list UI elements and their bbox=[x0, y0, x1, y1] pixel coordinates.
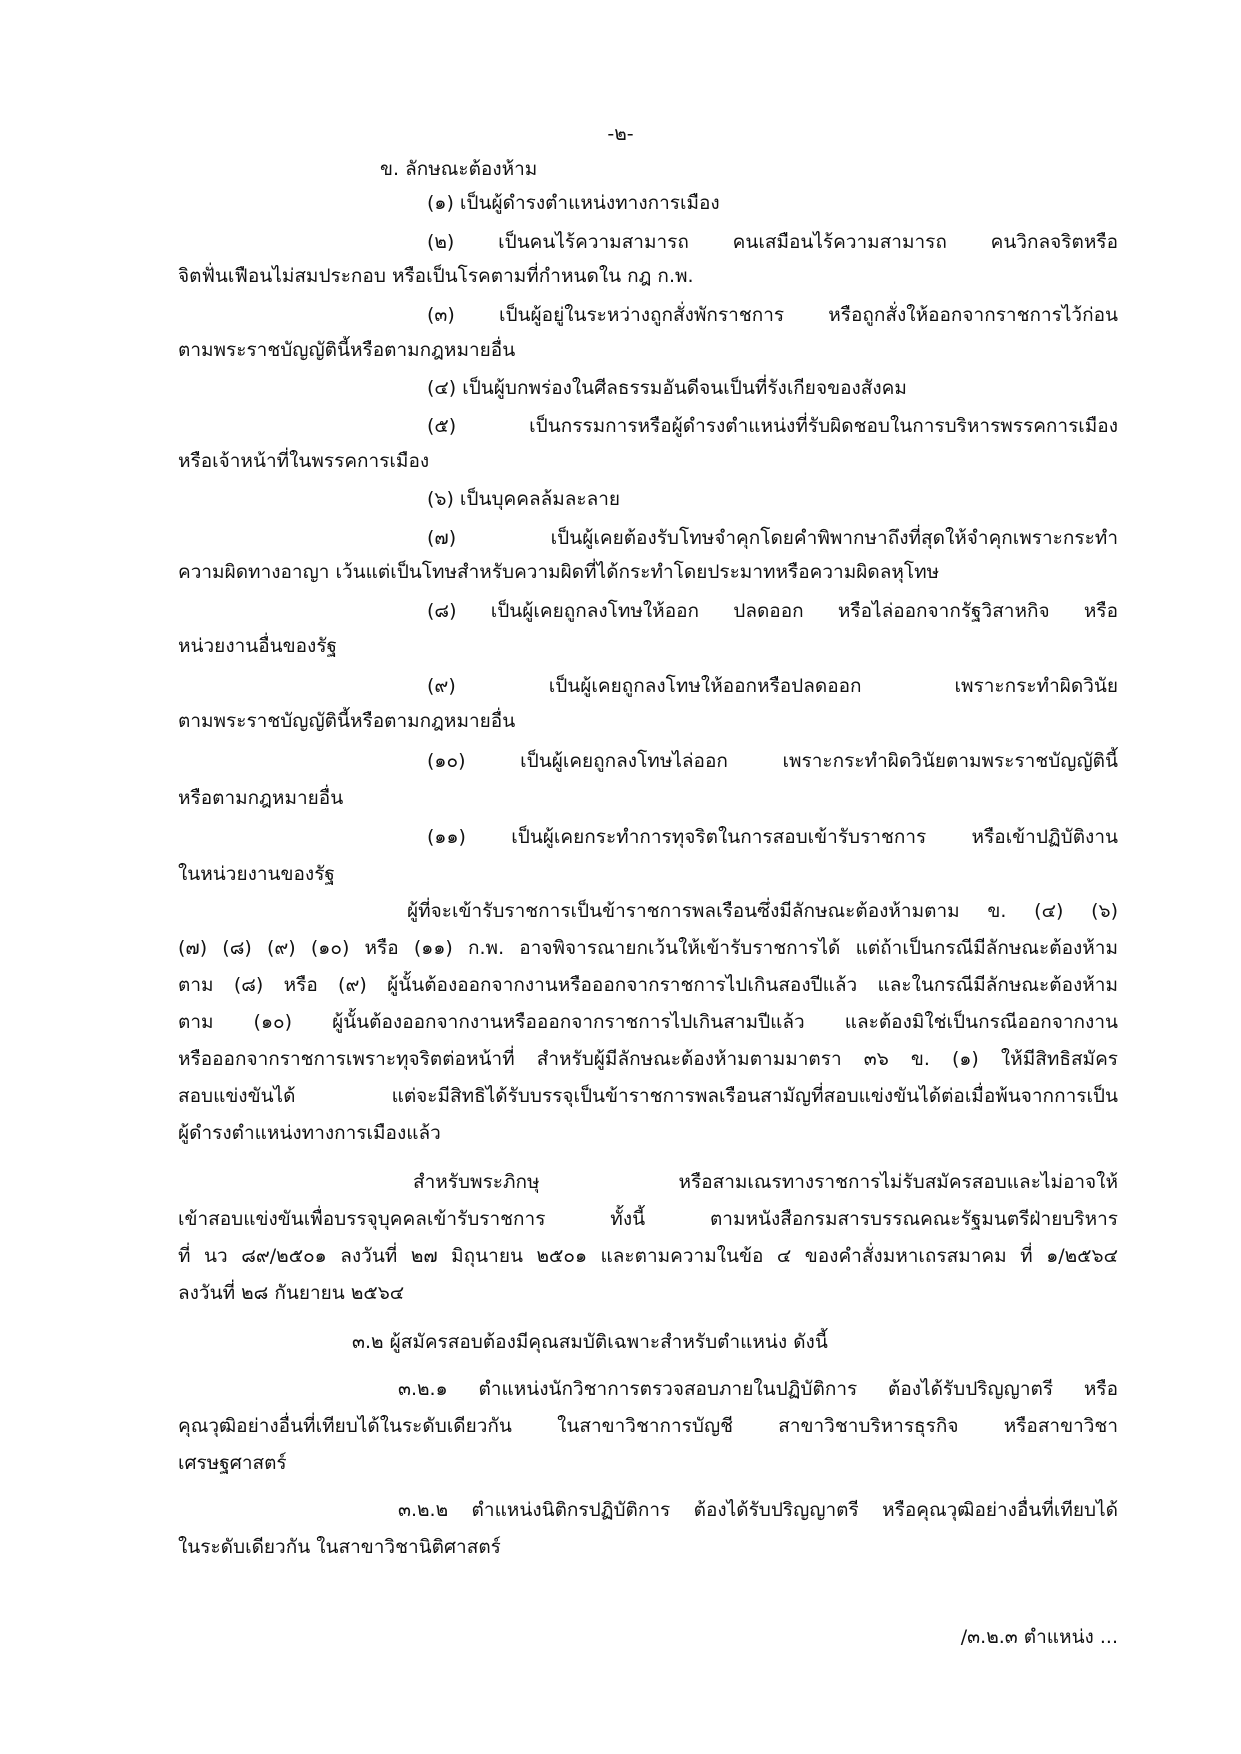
item-11-continuation: ในหน่วยงานของรัฐ bbox=[178, 863, 335, 885]
exemption-paragraph-line-7: ผู้ดำรงตำแหน่งทางการเมืองแล้ว bbox=[178, 1122, 441, 1144]
item-5-continuation: หรือเจ้าหน้าที่ในพรรคการเมือง bbox=[178, 450, 430, 472]
item-7-first-line: (๗) เป็นผู้เคยต้องรับโทษจำคุกโดยคำพิพากษาถึงที่สุดให้จำคุกเพราะกระทำ bbox=[427, 527, 1118, 549]
item-1-first-line: (๑) เป็นผู้ดำรงตำแหน่งทางการเมือง bbox=[427, 192, 720, 214]
item-6-first-line: (๖) เป็นบุคคลล้มละลาย bbox=[427, 488, 621, 510]
monk-paragraph-line-3: ที่ นว ๘๙/๒๕๐๑ ลงวันที่ ๒๗ มิถุนายน ๒๕๐๑ และตามความในข้อ ๔ ของคำสั่งมหาเถรสมาคม ที่ ๑/๒๕๖๔ bbox=[178, 1245, 1118, 1267]
item-11-first-line: (๑๑) เป็นผู้เคยกระทำการทุจริตในการสอบเข้ารับราชการ หรือเข้าปฏิบัติงาน bbox=[427, 826, 1118, 848]
item-7-continuation: ความผิดทางอาญา เว้นแต่เป็นโทษสำหรับความผิดที่ได้กระทำโดยประมาทหรือความผิดลหุโทษ bbox=[178, 561, 940, 583]
item-10-continuation: หรือตามกฎหมายอื่น bbox=[178, 787, 344, 809]
item-8-continuation: หน่วยงานอื่นของรัฐ bbox=[178, 635, 338, 657]
section-3-2-2-line-1: ๓.๒.๒ ตำแหน่งนิติกรปฏิบัติการ ต้องได้รับปริญญาตรี หรือคุณวุฒิอย่างอื่นที่เทียบได้ bbox=[398, 1499, 1118, 1521]
monk-paragraph-line-4: ลงวันที่ ๒๘ กันยายน ๒๕๖๔ bbox=[178, 1282, 405, 1304]
exemption-paragraph-line-6: สอบแข่งขันได้ แต่จะมีสิทธิได้รับบรรจุเป็นข้าราชการพลเรือนสามัญที่สอบแข่งขันได้ต่อเมื่อพ้นจากการเป็น bbox=[178, 1085, 1118, 1107]
monk-paragraph-line-2: เข้าสอบแข่งขันเพื่อบรรจุบุคคลเข้ารับราชการ ทั้งนี้ ตามหนังสือกรมสารบรรณคณะรัฐมนตรีฝ่ายบริหาร bbox=[178, 1208, 1118, 1230]
exemption-paragraph-line-5: หรือออกจากราชการเพราะทุจริตต่อหน้าที่ สำหรับผู้มีลักษณะต้องห้ามตามมาตรา ๓๖ ข. (๑) ให้มีสิทธิสมัคร bbox=[178, 1048, 1118, 1070]
section-3-2-1-line-1: ๓.๒.๑ ตำแหน่งนักวิชาการตรวจสอบภายในปฏิบัติการ ต้องได้รับปริญญาตรี หรือ bbox=[398, 1378, 1118, 1400]
item-9-continuation: ตามพระราชบัญญัตินี้หรือตามกฎหมายอื่น bbox=[178, 710, 516, 732]
section-3-2-2-line-2: ในระดับเดียวกัน ในสาขาวิชานิติศาสตร์ bbox=[178, 1536, 501, 1558]
monk-paragraph-line-1: สำหรับพระภิกษุ หรือสามเณรทางราชการไม่รับสมัครสอบและไม่อาจให้ bbox=[413, 1171, 1118, 1193]
item-4-first-line: (๔) เป็นผู้บกพร่องในศีลธรรมอันดีจนเป็นที่รังเกียจของสังคม bbox=[427, 377, 907, 399]
continuation-footer: /๓.๒.๓ ตำแหน่ง ... bbox=[960, 1626, 1118, 1648]
exemption-paragraph-line-3: ตาม (๘) หรือ (๙) ผู้นั้นต้องออกจากงานหรือออกจากราชการไปเกินสองปีแล้ว และในกรณีมีลักษณะต้องห้าม bbox=[178, 974, 1118, 996]
exemption-paragraph-line-2: (๗) (๘) (๙) (๑๐) หรือ (๑๑) ก.พ. อาจพิจารณายกเว้นให้เข้ารับราชการได้ แต่ถ้าเป็นกรณีมีลักษณะต้องห้าม bbox=[178, 937, 1118, 959]
item-9-first-line: (๙) เป็นผู้เคยถูกลงโทษให้ออกหรือปลดออก เพราะกระทำผิดวินัย bbox=[427, 675, 1118, 697]
item-3-continuation: ตามพระราชบัญญัตินี้หรือตามกฎหมายอื่น bbox=[178, 339, 516, 361]
section-3-2-heading: ๓.๒ ผู้สมัครสอบต้องมีคุณสมบัติเฉพาะสำหรับตำแหน่ง ดังนี้ bbox=[352, 1331, 828, 1353]
item-8-first-line: (๘) เป็นผู้เคยถูกลงโทษให้ออก ปลดออก หรือไล่ออกจากรัฐวิสาหกิจ หรือ bbox=[427, 600, 1118, 622]
item-5-first-line: (๕) เป็นกรรมการหรือผู้ดำรงตำแหน่งที่รับผิดชอบในการบริหารพรรคการเมือง bbox=[427, 415, 1118, 437]
item-10-first-line: (๑๐) เป็นผู้เคยถูกลงโทษไล่ออก เพราะกระทำผิดวินัยตามพระราชบัญญัตินี้ bbox=[427, 750, 1118, 772]
page-number: -๒- bbox=[607, 123, 634, 145]
exemption-paragraph-line-1: ผู้ที่จะเข้ารับราชการเป็นข้าราชการพลเรือนซึ่งมีลักษณะต้องห้ามตาม ข. (๔) (๖) bbox=[407, 900, 1118, 922]
item-2-first-line: (๒) เป็นคนไร้ความสามารถ คนเสมือนไร้ความสามารถ คนวิกลจริตหรือ bbox=[427, 231, 1118, 253]
item-3-first-line: (๓) เป็นผู้อยู่ในระหว่างถูกสั่งพักราชการ หรือถูกสั่งให้ออกจากราชการไว้ก่อน bbox=[427, 304, 1118, 326]
item-2-continuation: จิตฟั่นเฟือนไม่สมประกอบ หรือเป็นโรคตามที่กำหนดใน กฎ ก.พ. bbox=[178, 265, 694, 287]
section-3-2-1-line-3: เศรษฐศาสตร์ bbox=[178, 1452, 287, 1474]
section-3-2-1-line-2: คุณวุฒิอย่างอื่นที่เทียบได้ในระดับเดียวกัน ในสาขาวิชาการบัญชี สาขาวิชาบริหารธุรกิจ หรือสาขาวิชา bbox=[178, 1415, 1118, 1437]
exemption-paragraph-line-4: ตาม (๑๐) ผู้นั้นต้องออกจากงานหรือออกจากราชการไปเกินสามปีแล้ว และต้องมิใช่เป็นกรณีออกจากงาน bbox=[178, 1011, 1118, 1033]
section-kho-heading: ข. ลักษณะต้องห้าม bbox=[380, 158, 538, 180]
